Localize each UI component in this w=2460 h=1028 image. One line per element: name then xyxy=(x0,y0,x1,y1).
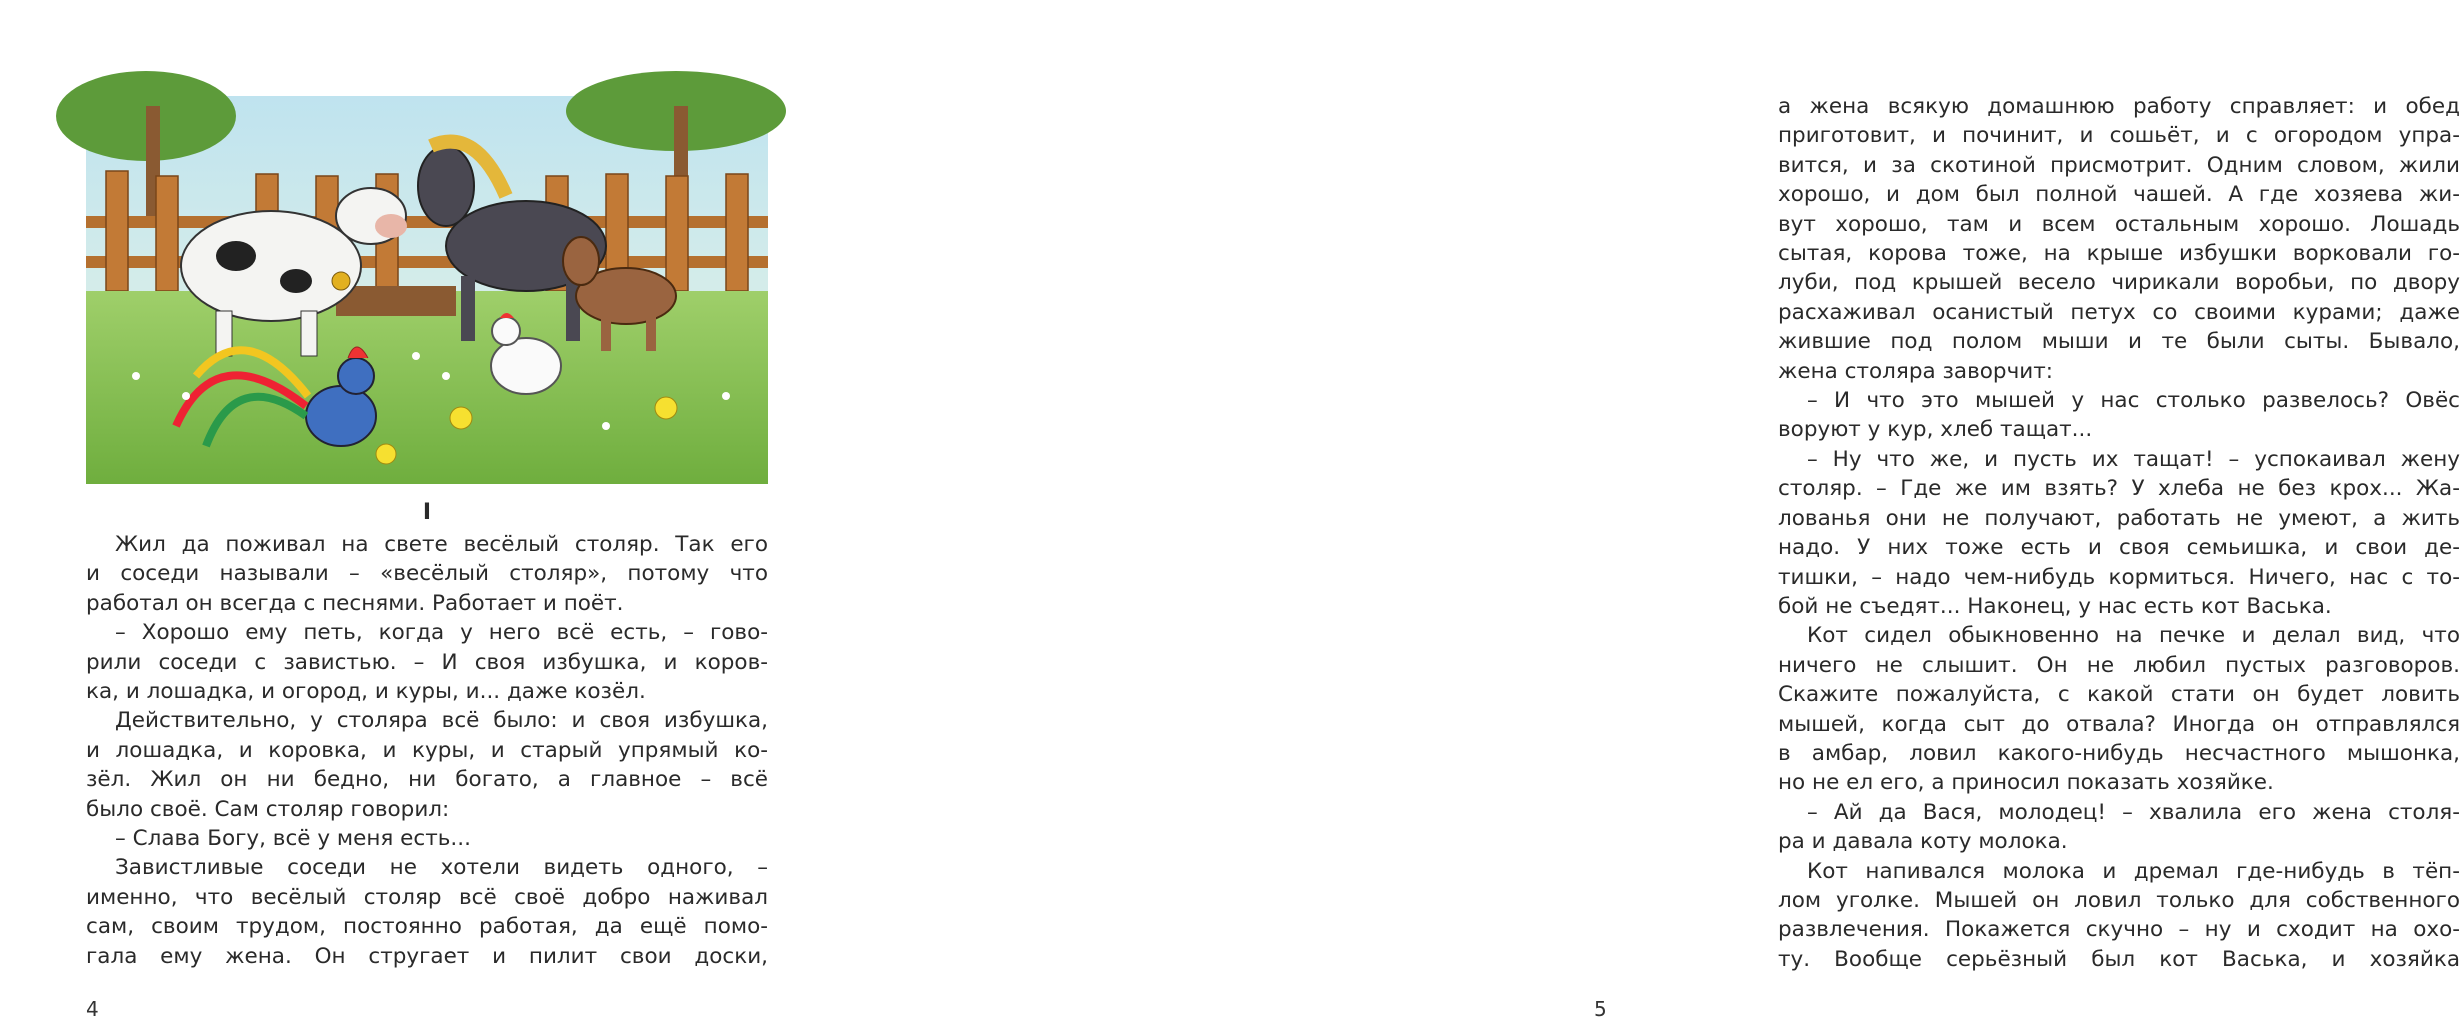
text-line xyxy=(1778,886,2460,915)
text-line-content: гала ему жена. Он стругает и пилит свои доски, xyxy=(86,943,768,969)
text-line xyxy=(1778,474,2460,503)
text-line-content: и соседи называли – «весёлый столяр», потому что xyxy=(86,561,768,587)
text-line-content: ра и давала коту молока. xyxy=(1778,829,2068,855)
text-line-content: но не ел его, а приносил показать хозяйке. xyxy=(1778,770,2274,796)
text-line-content: Завистливые соседи не хотели видеть одного, – xyxy=(115,855,768,881)
text-line xyxy=(86,736,768,765)
text-line xyxy=(1778,710,2460,739)
text-line-content: вут хорошо, там и всем остальным хорошо. Лошадь xyxy=(1778,211,2460,237)
text-line-content: и лошадка, и коровка, и куры, и старый упрямый ко- xyxy=(86,737,768,763)
text-line xyxy=(1778,651,2460,680)
text-line xyxy=(1778,533,2460,562)
text-line-content: Кот сидел обыкновенно на печке и делал вид, что xyxy=(1807,623,2460,649)
text-line xyxy=(86,853,768,882)
text-line xyxy=(1778,445,2460,474)
text-line xyxy=(86,648,768,677)
text-line xyxy=(1778,592,2460,621)
chapter-number: I xyxy=(422,500,432,525)
text-line-content: Жил да поживал на свете весёлый столяр. Так его xyxy=(115,532,768,557)
farm-animals-illustration xyxy=(86,96,768,484)
text-line xyxy=(1778,92,2460,121)
text-line-content: Действительно, у столяра всё было: и своя избушка, xyxy=(115,708,768,734)
text-line-content: работал он всегда с песнями. Работает и поёт. xyxy=(86,590,624,616)
text-line xyxy=(1778,180,2460,209)
text-line xyxy=(86,530,768,559)
text-line-content: жена столяра заворчит: xyxy=(1778,358,2054,384)
text-line-content: в амбар, ловил какого-нибудь несчастного мышонка, xyxy=(1778,740,2460,766)
text-line xyxy=(1778,210,2460,239)
text-line xyxy=(1778,327,2460,356)
farm-illustration-svg xyxy=(86,96,768,484)
text-line xyxy=(1778,563,2460,592)
text-line xyxy=(86,883,768,912)
text-line-content: ка, и лошадка, и огород, и куры, и... даже козёл. xyxy=(86,679,646,705)
text-line xyxy=(1778,857,2460,886)
text-line-content: ничего не слышит. Он не любил пустых разговоров. xyxy=(1778,652,2460,678)
text-line-content: – И что это мышей у нас столько развелось? Овёс xyxy=(1807,388,2460,414)
text-line xyxy=(1778,357,2460,386)
text-line xyxy=(86,618,768,647)
text-line-content: рили соседи с завистью. – И своя избушка, и коров- xyxy=(86,649,768,675)
text-line xyxy=(1778,121,2460,150)
text-line-content: сытая, корова тоже, на крыше избушки ворковали го- xyxy=(1778,241,2460,267)
text-line-content: вится, и за скотиной присмотрит. Одним словом, жили xyxy=(1778,152,2460,178)
text-line-content: тишки, – надо чем-нибудь кормиться. Ничего, нас с то- xyxy=(1778,564,2460,590)
text-line xyxy=(86,765,768,794)
page-number-left: 4 xyxy=(86,997,99,1021)
text-line xyxy=(1778,268,2460,297)
text-line-content: лованья они не получают, работать не умеют, а жить xyxy=(1778,505,2460,531)
text-line xyxy=(86,912,768,941)
text-line xyxy=(1778,621,2460,650)
text-line xyxy=(1778,504,2460,533)
left-page-text xyxy=(86,530,768,971)
text-line-content: – Ну что же, и пусть их тащат! – успокаивал жену xyxy=(1807,446,2460,472)
text-line-content: Скажите пожалуйста, с какой стати он будет ловить xyxy=(1778,682,2460,708)
text-line-content: – Слава Богу, всё у меня есть... xyxy=(115,826,471,852)
text-line-content: хорошо, и дом был полной чашей. А где хозяева жи- xyxy=(1778,182,2460,208)
text-line-content: а жена всякую домашнюю работу справляет: и обед xyxy=(1778,94,2460,119)
text-line-content: воруют у кур, хлеб тащат... xyxy=(1778,417,2093,443)
left-page xyxy=(0,0,849,1028)
right-page xyxy=(849,0,2460,1028)
text-line-content: ту. Вообще серьёзный был кот Васька, и хозяйка xyxy=(1778,946,2460,972)
text-line-content: столяр. – Где же им взять? У хлеба не без крох... Жа- xyxy=(1778,476,2460,502)
text-line xyxy=(86,589,768,618)
text-line-content: – Ай да Вася, молодец! – хвалила его жена столя- xyxy=(1807,799,2460,825)
text-line xyxy=(1778,415,2460,444)
text-line xyxy=(1778,768,2460,797)
text-line xyxy=(1778,915,2460,944)
text-line-content: сам, своим трудом, постоянно работая, да ещё помо- xyxy=(86,914,768,940)
text-line xyxy=(1778,680,2460,709)
text-line xyxy=(1778,739,2460,768)
text-line xyxy=(1778,151,2460,180)
text-line xyxy=(86,942,768,971)
text-line-content: именно, что весёлый столяр всё своё добро наживал xyxy=(86,884,768,910)
text-line xyxy=(86,677,768,706)
text-line xyxy=(86,559,768,588)
text-line xyxy=(86,795,768,824)
text-line-content: – Хорошо ему петь, когда у него всё есть, – гово- xyxy=(115,620,768,646)
text-line xyxy=(1778,827,2460,856)
text-line xyxy=(1778,798,2460,827)
text-line-content: зёл. Жил он ни бедно, ни богато, а главное – всё xyxy=(86,767,768,793)
text-line xyxy=(86,706,768,735)
text-line-content: расхаживал осанистый петух со своими курами; даже xyxy=(1778,299,2460,325)
text-line-content: приготовит, и починит, и сошьёт, и с огородом упра- xyxy=(1778,123,2460,149)
text-line-content: Кот напивался молока и дремал где-нибудь в тёп- xyxy=(1807,858,2460,884)
text-line xyxy=(1778,239,2460,268)
text-line xyxy=(1778,945,2460,974)
right-page-text xyxy=(1778,92,2460,974)
text-line xyxy=(1778,386,2460,415)
text-line-content: надо. У них тоже есть и своя семьишка, и свои де- xyxy=(1778,535,2460,561)
text-line-content: мышей, когда сыт до отвала? Иногда он отправлялся xyxy=(1778,711,2460,737)
text-line-content: бой не съедят... Наконец, у нас есть кот Васька. xyxy=(1778,593,2332,619)
text-line-content: жившие под полом мыши и те были сыты. Бывало, xyxy=(1778,329,2460,355)
page-number-right: 5 xyxy=(1594,997,1607,1021)
text-line-content: луби, под крышей весело чирикали воробьи, по двору xyxy=(1778,270,2460,296)
text-line xyxy=(1778,298,2460,327)
text-line xyxy=(86,824,768,853)
text-line-content: было своё. Сам столяр говорил: xyxy=(86,796,450,822)
text-line-content: лом уголке. Мышей он ловил только для собственного xyxy=(1778,887,2460,913)
text-line-content: развлечения. Покажется скучно – ну и сходит на охо- xyxy=(1778,917,2460,943)
